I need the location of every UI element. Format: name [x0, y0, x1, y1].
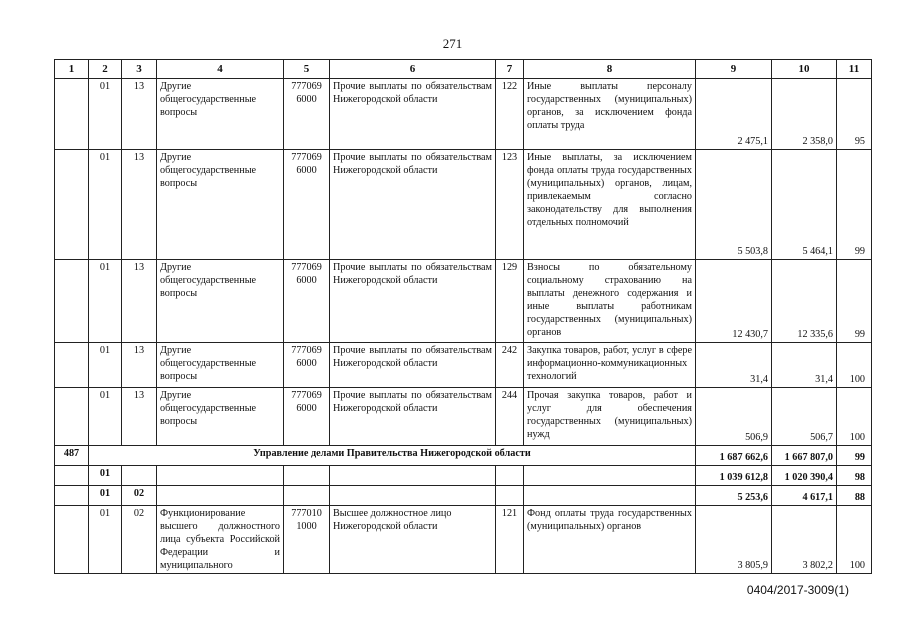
table-row [55, 79, 872, 150]
department-executed: 1 667 807,0 [772, 446, 837, 466]
column-header: 6 [330, 60, 496, 79]
column-header: 10 [772, 60, 837, 79]
column-header: 4 [157, 60, 284, 79]
cell-percent: 95 [837, 79, 872, 150]
cell-article-name: Прочие выплаты по обязательствам Нижегородской области [330, 150, 496, 260]
cell-executed: 2 358,0 [772, 79, 837, 150]
cell-article-name: Прочие выплаты по обязательствам Нижегородской области [330, 260, 496, 343]
column-header: 1 [55, 60, 89, 79]
cell-article-name: Высшее должностное лицо Нижегородской области [330, 506, 496, 574]
cell-article-name [330, 486, 496, 506]
section-percent: 98 [837, 466, 872, 486]
column-header: 2 [89, 60, 122, 79]
cell-expense-name: Иные выплаты, за исключением фонда оплаты труда государственных (муниципальных) органов, лицам, привлекаемым согласно законодательству для выполнения отдельных полномочий [524, 150, 696, 260]
cell-executed: 31,4 [772, 343, 837, 388]
cell-target-article [284, 466, 330, 486]
cell-expense-type: 242 [496, 343, 524, 388]
table-row [55, 343, 872, 388]
cell-admin [55, 79, 89, 150]
cell-subsection: 02 [122, 506, 157, 574]
cell-target-article: 777069 6000 [284, 79, 330, 150]
subsection-row [55, 486, 872, 506]
cell-subsection-name: Другие общегосударственные вопросы [157, 388, 284, 446]
cell-executed: 3 802,2 [772, 506, 837, 574]
cell-subsection: 13 [122, 343, 157, 388]
cell-expense-name: Закупка товаров, работ, услуг в сфере информационно-коммуникационных технологий [524, 343, 696, 388]
column-header: 5 [284, 60, 330, 79]
cell-percent: 99 [837, 150, 872, 260]
cell-subsection-name: Другие общегосударственные вопросы [157, 79, 284, 150]
subsection-executed: 4 617,1 [772, 486, 837, 506]
table-row [55, 388, 872, 446]
cell-planned: 5 503,8 [696, 150, 772, 260]
subsection-planned: 5 253,6 [696, 486, 772, 506]
cell-subsection-name: Другие общегосударственные вопросы [157, 150, 284, 260]
cell-executed: 5 464,1 [772, 150, 837, 260]
cell-planned: 2 475,1 [696, 79, 772, 150]
cell-article-name: Прочие выплаты по обязательствам Нижегородской области [330, 79, 496, 150]
cell-expense-name: Прочая закупка товаров, работ и услуг для обеспечения государственных (муниципальных) нужд [524, 388, 696, 446]
cell-subsection-name: Функционирование высшего должностного лица субъекта Российской Федерации и муниципального [157, 506, 284, 574]
cell-subsection: 13 [122, 260, 157, 343]
cell-admin [55, 388, 89, 446]
cell-expense-type: 129 [496, 260, 524, 343]
cell-expense-name: Взносы по обязательному социальному страхованию на выплаты денежного содержания и иные выплаты работникам государственных (муниципальных) органов [524, 260, 696, 343]
cell-subsection-name [157, 486, 284, 506]
cell-percent: 100 [837, 343, 872, 388]
cell-admin [55, 506, 89, 574]
cell-planned: 12 430,7 [696, 260, 772, 343]
cell-admin [55, 150, 89, 260]
column-header: 11 [837, 60, 872, 79]
cell-admin [55, 486, 89, 506]
cell-expense-type: 123 [496, 150, 524, 260]
cell-section: 01 [89, 343, 122, 388]
cell-expense-name: Фонд оплаты труда государственных (муниципальных) органов [524, 506, 696, 574]
cell-expense-type [496, 486, 524, 506]
cell-expense-type: 121 [496, 506, 524, 574]
cell-section: 01 [89, 79, 122, 150]
department-planned: 1 687 662,6 [696, 446, 772, 466]
cell-article-name [330, 466, 496, 486]
cell-expense-type: 244 [496, 388, 524, 446]
budget-table [54, 59, 872, 574]
table-row [55, 260, 872, 343]
cell-expense-name: Иные выплаты персоналу государственных (муниципальных) органов, за исключением фонда оплаты труда [524, 79, 696, 150]
cell-subsection-name: Другие общегосударственные вопросы [157, 343, 284, 388]
cell-expense-name [524, 466, 696, 486]
cell-subsection: 13 [122, 150, 157, 260]
cell-section: 01 [89, 506, 122, 574]
cell-target-article [284, 486, 330, 506]
cell-target-article: 777069 6000 [284, 150, 330, 260]
cell-executed: 506,7 [772, 388, 837, 446]
column-header: 9 [696, 60, 772, 79]
cell-subsection-name: Другие общегосударственные вопросы [157, 260, 284, 343]
page-number: 271 [442, 36, 463, 51]
cell-subsection: 13 [122, 388, 157, 446]
column-header-row [55, 60, 872, 79]
section-executed: 1 020 390,4 [772, 466, 837, 486]
department-code: 487 [55, 446, 89, 466]
cell-section: 01 [89, 466, 122, 486]
cell-subsection: 02 [122, 486, 157, 506]
document-id: 0404/2017-3009(1) [746, 583, 849, 597]
column-header: 8 [524, 60, 696, 79]
cell-percent: 100 [837, 388, 872, 446]
cell-target-article: 777069 6000 [284, 343, 330, 388]
department-row [55, 446, 872, 466]
table-row [55, 150, 872, 260]
column-header: 3 [122, 60, 157, 79]
cell-expense-type [496, 466, 524, 486]
cell-target-article: 777069 6000 [284, 260, 330, 343]
cell-section: 01 [89, 486, 122, 506]
cell-article-name: Прочие выплаты по обязательствам Нижегородской области [330, 343, 496, 388]
cell-planned: 506,9 [696, 388, 772, 446]
department-name: Управление делами Правительства Нижегородской области [89, 446, 696, 466]
subsection-percent: 88 [837, 486, 872, 506]
section-planned: 1 039 612,8 [696, 466, 772, 486]
cell-target-article: 777010 1000 [284, 506, 330, 574]
cell-planned: 31,4 [696, 343, 772, 388]
cell-section: 01 [89, 388, 122, 446]
column-header: 7 [496, 60, 524, 79]
section-row [55, 466, 872, 486]
cell-section: 01 [89, 260, 122, 343]
cell-section: 01 [89, 150, 122, 260]
cell-subsection: 13 [122, 79, 157, 150]
cell-percent: 99 [837, 260, 872, 343]
cell-target-article: 777069 6000 [284, 388, 330, 446]
cell-subsection-name [157, 466, 284, 486]
cell-admin [55, 260, 89, 343]
cell-article-name: Прочие выплаты по обязательствам Нижегородской области [330, 388, 496, 446]
cell-expense-name [524, 486, 696, 506]
cell-subsection [122, 466, 157, 486]
department-percent: 99 [837, 446, 872, 466]
cell-planned: 3 805,9 [696, 506, 772, 574]
cell-admin [55, 466, 89, 486]
cell-percent: 100 [837, 506, 872, 574]
cell-executed: 12 335,6 [772, 260, 837, 343]
cell-expense-type: 122 [496, 79, 524, 150]
cell-admin [55, 343, 89, 388]
table-row [55, 506, 872, 574]
